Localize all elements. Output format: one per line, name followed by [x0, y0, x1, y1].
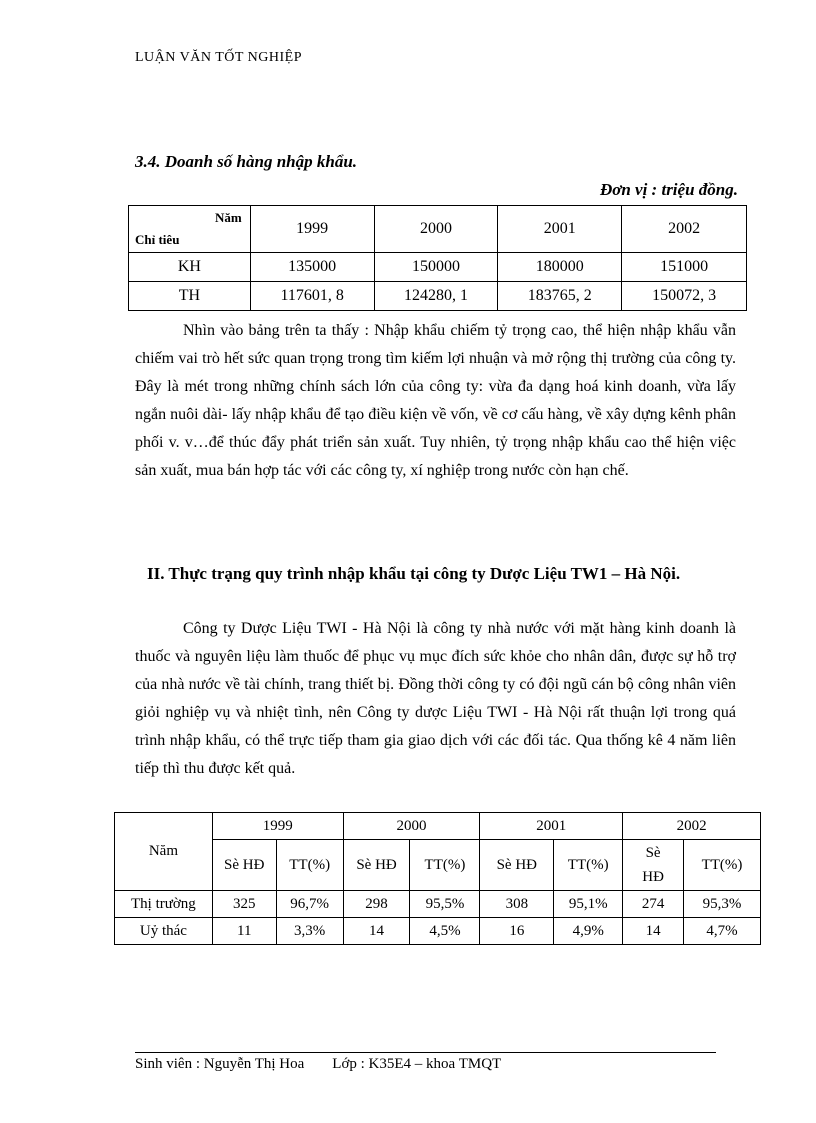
year-header: 2001 [480, 813, 623, 840]
table-cell: 180000 [498, 253, 622, 282]
subheader-cell: Sè HĐ [623, 840, 684, 891]
table-cell: 14 [343, 918, 410, 945]
company-paragraph: Công ty Dược Liệu TWI - Hà Nội là công ty nhà nước với mặt hàng kinh doanh là thuốc và nguyên liệu làm thuốc để phục vụ mục đích sức khỏe cho nhân dân, được sự hỗ trợ của nhà nước về tài chính, trang thiết bị. Đồng thời công ty có đội ngũ cán bộ công nhân viên giỏi nghiệp vụ và nhiệt tình, nên Công ty dược Liệu TWI - Hà Nội rất thuận lợi trong quá trình nhập khẩu, có thể trực tiếp tham gia giao dịch với các đối tác. Qua thống kê 4 năm liên tiếp thì thu được kết quả. [135, 620, 736, 777]
year-header: 2002 [623, 813, 761, 840]
corner-year-label: Năm [115, 813, 213, 891]
table-cell: 325 [212, 891, 276, 918]
row-label: Thị trường [115, 891, 213, 918]
table-cell: 3,3% [276, 918, 343, 945]
table-header-row [129, 206, 747, 253]
page-footer [135, 1056, 501, 1073]
footer-class: Lớp : K35E4 – khoa TMQT [332, 1056, 502, 1072]
table-header-row [115, 813, 761, 840]
table-cell: 4,7% [684, 918, 761, 945]
subheader-cell: TT(%) [276, 840, 343, 891]
subheader-cell: Sè HĐ [212, 840, 276, 891]
section-title: 3.4. Doanh số hàng nhập khẩu. [135, 152, 358, 171]
corner-year-label: Năm [215, 210, 242, 225]
table-row [129, 253, 747, 282]
year-header: 2000 [374, 206, 498, 253]
corner-indicator-label: Chỉ tiêu [135, 232, 180, 247]
table-cell: 95,1% [554, 891, 623, 918]
table-cell: 298 [343, 891, 410, 918]
table-cell: 183765, 2 [498, 282, 622, 311]
contract-stats-table [114, 812, 761, 945]
subheader-cell: Sè HĐ [480, 840, 554, 891]
subheader-cell: TT(%) [410, 840, 480, 891]
table-cell: 150072, 3 [622, 282, 747, 311]
table-subheader-row [115, 840, 761, 891]
table-cell: 150000 [374, 253, 498, 282]
year-header: 1999 [212, 813, 343, 840]
import-sales-table [128, 205, 747, 311]
table-cell: 16 [480, 918, 554, 945]
table-cell: 4,9% [554, 918, 623, 945]
table-cell: 117601, 8 [250, 282, 374, 311]
analysis-paragraph: Nhìn vào bảng trên ta thấy : Nhập khẩu chiếm tỷ trọng cao, thể hiện nhập khẩu vẫn chiếm vai trò hết sức quan trọng trong tìm kiếm lợi nhuận và mở rộng thị trường của công ty. Đây là mét trong những chính sách lớn của công ty: vừa đa dạng hoá kinh doanh, vừa lấy ngắn nuôi dài- lấy nhập khẩu để tạo điều kiện về vốn, về cơ cấu hàng, về xây dựng kênh phân phối v. v…để thúc đẩy phát triển sản xuất. Tuy nhiên, tỷ trọng nhập khẩu cao thể hiện việc sản xuất, mua bán hợp tác với các công ty, xí nghiệp trong nước còn hạn chế. [135, 322, 736, 479]
table-cell: 4,5% [410, 918, 480, 945]
year-header: 1999 [250, 206, 374, 253]
table-cell: 124280, 1 [374, 282, 498, 311]
table-cell: 135000 [250, 253, 374, 282]
table-cell: 308 [480, 891, 554, 918]
subheader-cell: TT(%) [554, 840, 623, 891]
subheader-cell: TT(%) [684, 840, 761, 891]
table-row [115, 891, 761, 918]
row-label: Uỷ thác [115, 918, 213, 945]
year-header: 2000 [343, 813, 480, 840]
page-header: LUẬN VĂN TỐT NGHIỆP [135, 50, 302, 65]
table-cell: 11 [212, 918, 276, 945]
row-label: KH [129, 253, 251, 282]
footer-divider [135, 1052, 716, 1053]
table-cell: 14 [623, 918, 684, 945]
table-cell: 151000 [622, 253, 747, 282]
subheader-cell: Sè HĐ [343, 840, 410, 891]
section-heading: II. Thực trạng quy trình nhập khẩu tại công ty Dược Liệu TW1 – Hà Nội. [147, 564, 681, 583]
footer-student: Sinh viên : Nguyễn Thị Hoa [135, 1056, 305, 1072]
table-cell: 96,7% [276, 891, 343, 918]
year-header: 2001 [498, 206, 622, 253]
unit-label: Đơn vị : triệu đồng. [599, 180, 738, 199]
table-row [115, 918, 761, 945]
table-cell: 95,5% [410, 891, 480, 918]
table-cell: 95,3% [684, 891, 761, 918]
table-cell: 274 [623, 891, 684, 918]
table-row [129, 282, 747, 311]
table-corner-cell [129, 206, 251, 253]
row-label: TH [129, 282, 251, 311]
year-header: 2002 [622, 206, 747, 253]
